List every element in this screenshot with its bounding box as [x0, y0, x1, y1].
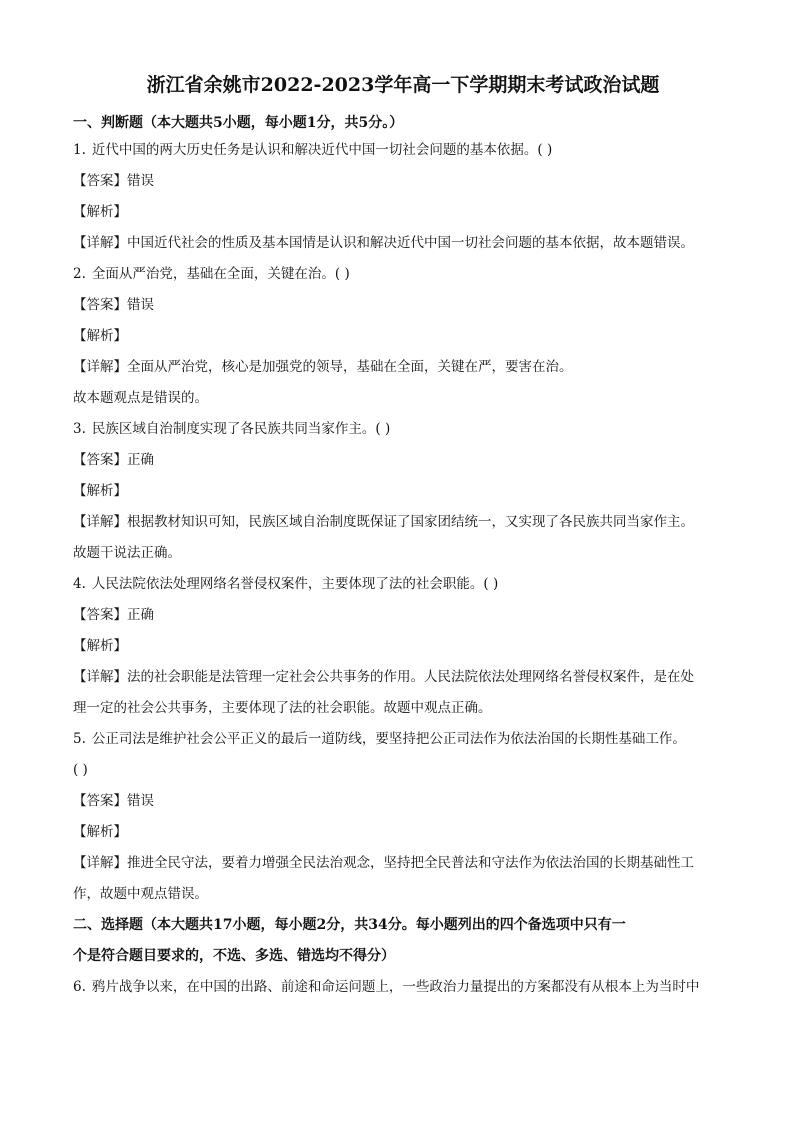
- answer-line: 【答案】正确: [73, 452, 154, 468]
- section-2-heading-continued: 个是符合题目要求的，不选、多选、错选均不得分）: [73, 948, 395, 964]
- question-number: 5.: [73, 731, 86, 747]
- analysis-label: 【解析】: [73, 204, 127, 220]
- detail-conclusion: 故题干说法正确。: [73, 545, 181, 561]
- question-number: 2.: [73, 266, 86, 282]
- detail-line: 【详解】法的社会职能是法管理一定社会公共事务的作用。人民法院依法处理网络名誉侵权案件，是在处: [73, 669, 694, 685]
- question-stem: 3. 民族区域自治制度实现了各民族共同当家作主。( ): [73, 421, 391, 437]
- question-paren: ( ): [73, 762, 88, 778]
- page-title: 浙江省余姚市2022-2023学年高一下学期期末考试政治试题: [146, 74, 660, 96]
- section-2-heading: 二、选择题（本大题共17小题，每小题2分，共34分。每小题列出的四个备选项中只有一: [73, 917, 626, 933]
- question-stem: 5. 公正司法是维护社会公平正义的最后一道防线，要坚持把公正司法作为依法治国的长期性基础工作。: [73, 731, 686, 747]
- question-2: [73, 259, 733, 414]
- detail-line-continued: 作，故题中观点错误。: [73, 886, 208, 902]
- analysis-label: 【解析】: [73, 824, 127, 840]
- question-5: [73, 724, 733, 910]
- answer-line: 【答案】错误: [73, 173, 154, 189]
- question-number: 4.: [73, 576, 86, 592]
- detail-conclusion: 故本题观点是错误的。: [73, 390, 208, 406]
- answer-line: 【答案】正确: [73, 607, 154, 623]
- analysis-label: 【解析】: [73, 328, 127, 344]
- question-6-stem: 6. 鸦片战争以来，在中国的出路、前途和命运问题上，一些政治力量提出的方案都没有从根本上为当时中: [73, 979, 700, 995]
- answer-line: 【答案】错误: [73, 297, 154, 313]
- question-number: 1.: [73, 142, 86, 158]
- detail-line: 【详解】根据教材知识可知，民族区域自治制度既保证了国家团结统一，又实现了各民族共同当家作主。: [73, 514, 694, 530]
- detail-line: 【详解】全面从严治党，核心是加强党的领导，基础在全面，关键在严，要害在治。: [73, 359, 573, 375]
- question-4: [73, 569, 733, 724]
- detail-line-continued: 理一定的社会公共事务，主要体现了法的社会职能。故题中观点正确。: [73, 700, 492, 716]
- detail-line: 【详解】推进全民守法，要着力增强全民法治观念，坚持把全民普法和守法作为依法治国的长期基础性工: [73, 855, 694, 871]
- question-1: [73, 135, 733, 259]
- analysis-label: 【解析】: [73, 638, 127, 654]
- analysis-label: 【解析】: [73, 483, 127, 499]
- document-page: [73, 70, 733, 1003]
- question-stem: 1. 近代中国的两大历史任务是认识和解决近代中国一切社会问题的基本依据。( ): [73, 142, 553, 158]
- detail-line: 【详解】中国近代社会的性质及基本国情是认识和解决近代中国一切社会问题的基本依据，故本题错误。: [73, 235, 694, 251]
- answer-line: 【答案】错误: [73, 793, 154, 809]
- question-stem: 4. 人民法院依法处理网络名誉侵权案件，主要体现了法的社会职能。( ): [73, 576, 499, 592]
- question-3: [73, 414, 733, 569]
- question-stem: 2. 全面从严治党，基础在全面，关键在治。( ): [73, 266, 350, 282]
- question-number: 6.: [73, 979, 86, 995]
- section-1-heading: 一、判断题（本大题共5小题，每小题1分，共5分。）: [73, 115, 404, 131]
- question-number: 3.: [73, 421, 86, 437]
